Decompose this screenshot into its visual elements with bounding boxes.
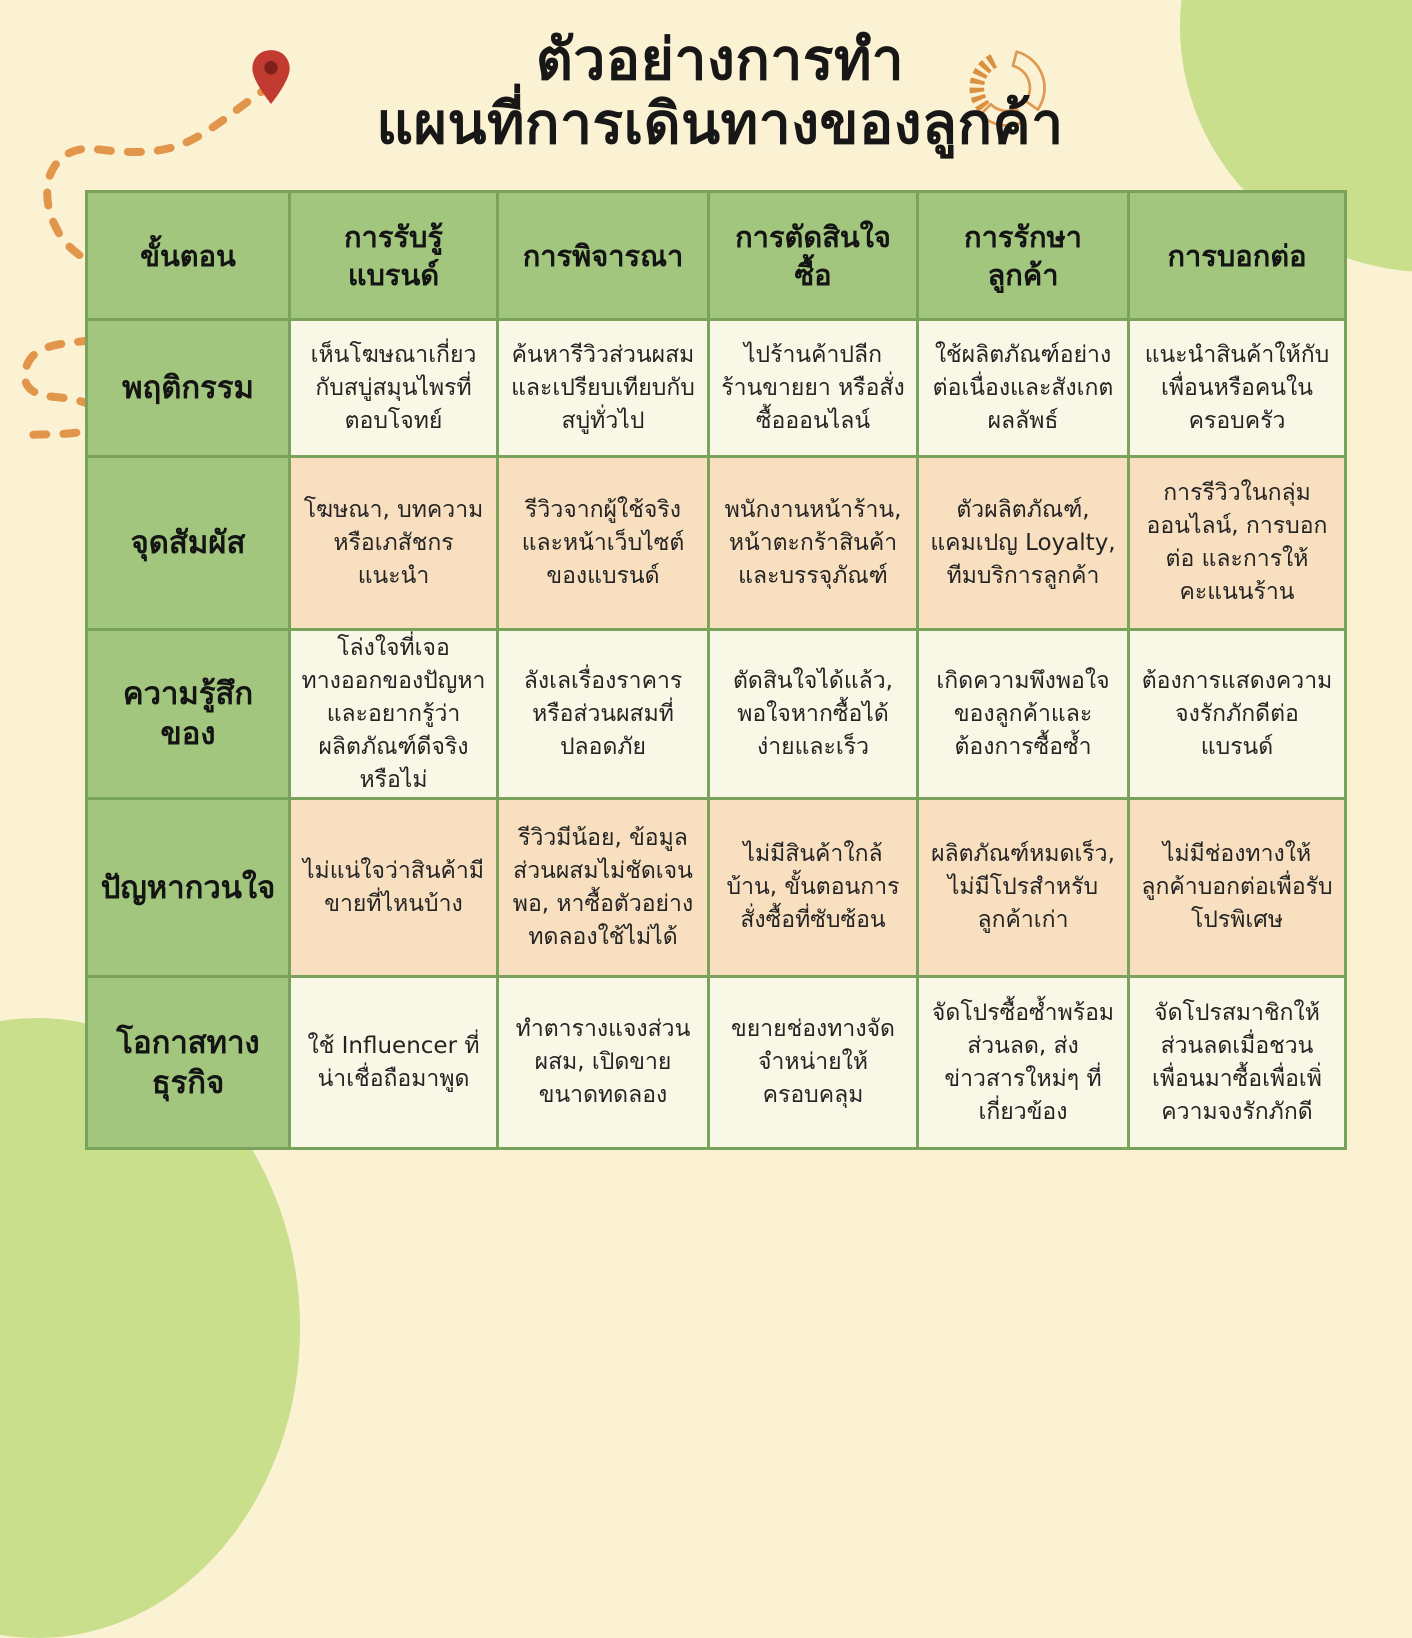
table-cell: รีวิวมีน้อย, ข้อมูล​ส่วนผสมไม่ชัดเจน​พอ, หาซื้อตัวอย่าง​ทดลองใช้ไม่ได้ <box>499 800 707 975</box>
table-cell: ทำตารางแจงส่วน​ผสม, เปิดขายขนาด​ทดลอง <box>499 978 707 1147</box>
column-header-advocacy: การบอกต่อ <box>1130 193 1344 318</box>
row-header-pain-points: ปัญหากวนใจ <box>88 800 288 975</box>
table-cell: แนะนำสินค้าให้กับ​เพื่อนหรือคนใน​ครอบครัว <box>1130 321 1344 455</box>
table-cell: เกิดความพึงพอใจ​ของลูกค้าและ​ต้องการซื้อซ้ำ <box>919 631 1127 797</box>
column-header-consideration: การพิจารณา <box>499 193 707 318</box>
table-cell: จัดโปรสมาชิกให้​ส่วนลดเมื่อชวน​เพื่อนมาซื้อเพื่อเพิ่​ความจงรักภักดี <box>1130 978 1344 1147</box>
table-cell: ใช้ Influencer ที่​น่าเชื่อถือมาพูด <box>291 978 496 1147</box>
table-cell: เห็นโฆษณาเกี่ยวกับ​สบู่สมุนไพรที่ตอบ​โจทย์ <box>291 321 496 455</box>
row-header-feelings: ความรู้สึก​ของ <box>88 631 288 797</box>
journey-table <box>85 190 1347 1150</box>
table-cell: ไปร้านค้าปลีก ร้าน​ขายยา หรือสั่งซื้อ​ออนไลน์ <box>710 321 916 455</box>
table-cell: ไม่แน่ใจว่าสินค้ามี​ขายที่ไหนบ้าง <box>291 800 496 975</box>
table-cell: ลังเลเรื่อง​ราคารหรือส่วนผสม​ที่ปลอดภัย <box>499 631 707 797</box>
page-title <box>150 28 1290 156</box>
table-cell: ค้นหารีวิวส่วนผสม​และเปรียบเทียบกับ​สบู่ทั่วไป <box>499 321 707 455</box>
column-header-awareness: การรับรู้​แบรนด์ <box>291 193 496 318</box>
table-cell: ผลิตภัณฑ์หมดเร็ว, ไม่มีโปรสำหรับ​ลูกค้าเก่า <box>919 800 1127 975</box>
table-cell: รีวิวจากผู้ใช้จริงและ​หน้าเว็บไซต์ของ​แบรนด์ <box>499 458 707 628</box>
column-header-purchase: การตัดสินใจ​ซื้อ <box>710 193 916 318</box>
column-header-retention: การรักษา​ลูกค้า <box>919 193 1127 318</box>
table-cell: จัดโปรซื้อซ้ำพร้อม​ส่วนลด, ส่งข่าวสาร​ใหม่ๆ ที่เกี่ยวข้อง <box>919 978 1127 1147</box>
table-cell: ขยายช่องทางจัด​จำหน่ายให้​ครอบคลุม <box>710 978 916 1147</box>
table-cell: โฆษณา, บทความ​หรือเภสัชกรแนะนำ <box>291 458 496 628</box>
row-header-opportunities: โอกาสทาง​ธุรกิจ <box>88 978 288 1147</box>
table-cell: ต้องการแสดง​ความจงรักภักดีต่อ​แบรนด์ <box>1130 631 1344 797</box>
table-cell: การรีวิวในกลุ่ม​ออนไลน์, การบอก​ต่อ และการให้​คะแนนร้าน <box>1130 458 1344 628</box>
table-cell: พนักงานหน้าร้าน, หน้าตะกร้าสินค้า​และบรรจุภัณฑ์ <box>710 458 916 628</box>
table-cell: ไม่มีช่องทางให้​ลูกค้าบอกต่อเพื่อ​รับโปรพิเศษ <box>1130 800 1344 975</box>
table-cell: ไม่มีสินค้าใกล้บ้าน, ขั้นตอนการสั่งซื้อที่​ซับซ้อน <box>710 800 916 975</box>
row-header-behavior: พฤติกรรม <box>88 321 288 455</box>
table-cell: ใช้ผลิตภัณฑ์อย่าง​ต่อเนื่องและสังเกต​ผลลัพธ์ <box>919 321 1127 455</box>
table-cell: ตัดสินใจได้แล้ว, พอใจหากซื้อได้ง่าย​และเร็ว <box>710 631 916 797</box>
title-line-1: ตัวอย่างการทำ <box>535 26 905 93</box>
row-header-touchpoints: จุดสัมผัส <box>88 458 288 628</box>
column-header-steps: ขั้นตอน <box>88 193 288 318</box>
title-line-2: แผนที่การเดินทางของลูกค้า <box>376 90 1064 157</box>
table-cell: ตัวผลิตภัณฑ์, แคมเปญ Loyalty, ทีมบริการลูกค้า <box>919 458 1127 628</box>
table-cell: โล่งใจที่เจอทางออก​ของปัญหาและ​อยากรู้ว่าผลิตภัณฑ์​ดีจริงหรือไม่ <box>291 631 496 797</box>
